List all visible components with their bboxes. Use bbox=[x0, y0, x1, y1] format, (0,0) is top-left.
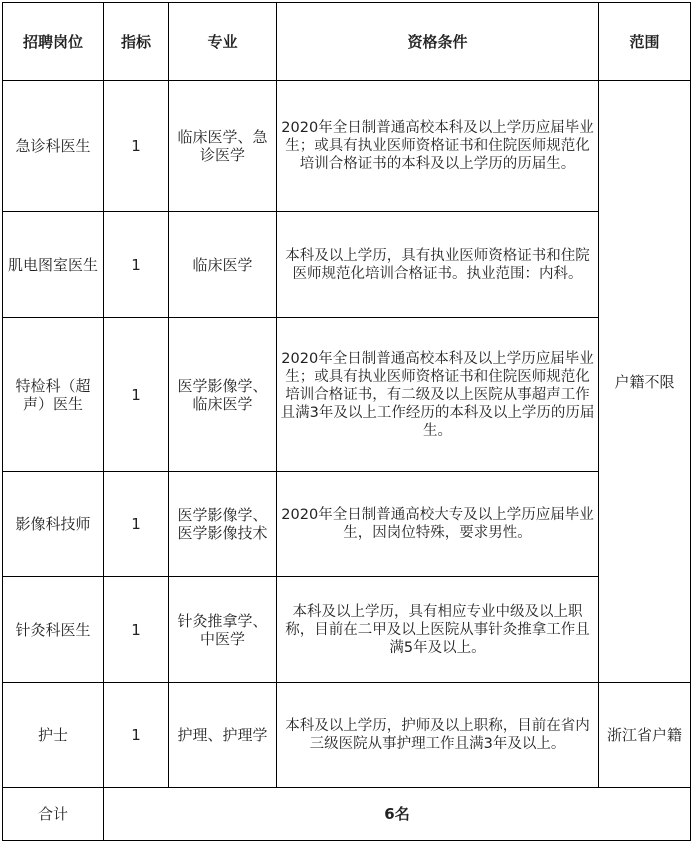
major-cell: 针灸推拿学、中医学 bbox=[169, 577, 277, 683]
qualification-cell: 本科及以上学历，具有相应专业中级及以上职称，目前在二甲及以上医院从事针灸推拿工作且满5年及以上。 bbox=[277, 577, 599, 683]
header-scope: 范围 bbox=[599, 3, 691, 81]
table-row bbox=[3, 683, 691, 788]
qualification-cell: 2020年全日制普通高校本科及以上学历应届毕业生；或具有执业医师资格证书和住院医师规范化培训合格证书，有二级及以上医院从事超声工作且满3年及以上工作经历的本科及以上学历的历届生。 bbox=[277, 318, 599, 472]
quota-cell: 1 bbox=[104, 683, 169, 788]
position-cell: 急诊科医生 bbox=[3, 81, 104, 212]
header-row bbox=[3, 3, 691, 81]
major-cell: 护理、护理学 bbox=[169, 683, 277, 788]
qualification-cell: 本科及以上学历，具有执业医师资格证书和住院医师规范化培训合格证书。执业范围：内科。 bbox=[277, 212, 599, 318]
position-cell: 护士 bbox=[3, 683, 104, 788]
major-cell: 医学影像学、临床医学 bbox=[169, 318, 277, 472]
major-cell: 临床医学 bbox=[169, 212, 277, 318]
position-cell: 针灸科医生 bbox=[3, 577, 104, 683]
scope-cell: 户籍不限 bbox=[599, 81, 691, 683]
header-major: 专业 bbox=[169, 3, 277, 81]
table-row bbox=[3, 577, 691, 683]
quota-cell: 1 bbox=[104, 472, 169, 577]
table-row bbox=[3, 212, 691, 318]
quota-cell: 1 bbox=[104, 318, 169, 472]
quota-cell: 1 bbox=[104, 577, 169, 683]
qualification-cell: 2020年全日制普通高校大专及以上学历应届毕业生，因岗位特殊，要求男性。 bbox=[277, 472, 599, 577]
total-row bbox=[3, 788, 691, 841]
qualification-cell: 2020年全日制普通高校本科及以上学历应届毕业生；或具有执业医师资格证书和住院医师规范化培训合格证书的本科及以上学历的历届生。 bbox=[277, 81, 599, 212]
quota-cell: 1 bbox=[104, 212, 169, 318]
table-row bbox=[3, 472, 691, 577]
position-cell: 特检科（超声）医生 bbox=[3, 318, 104, 472]
header-position: 招聘岗位 bbox=[3, 3, 104, 81]
header-quota: 指标 bbox=[104, 3, 169, 81]
quota-cell: 1 bbox=[104, 81, 169, 212]
qualification-cell: 本科及以上学历，护师及以上职称，目前在省内三级医院从事护理工作且满3年及以上。 bbox=[277, 683, 599, 788]
major-cell: 临床医学、急诊医学 bbox=[169, 81, 277, 212]
total-label: 合计 bbox=[3, 788, 104, 841]
recruitment-table bbox=[2, 2, 691, 841]
total-value: 6名 bbox=[104, 788, 691, 841]
header-qualification: 资格条件 bbox=[277, 3, 599, 81]
position-cell: 肌电图室医生 bbox=[3, 212, 104, 318]
position-cell: 影像科技师 bbox=[3, 472, 104, 577]
table-row bbox=[3, 81, 691, 212]
major-cell: 医学影像学、医学影像技术 bbox=[169, 472, 277, 577]
table-row bbox=[3, 318, 691, 472]
scope-cell: 浙江省户籍 bbox=[599, 683, 691, 788]
